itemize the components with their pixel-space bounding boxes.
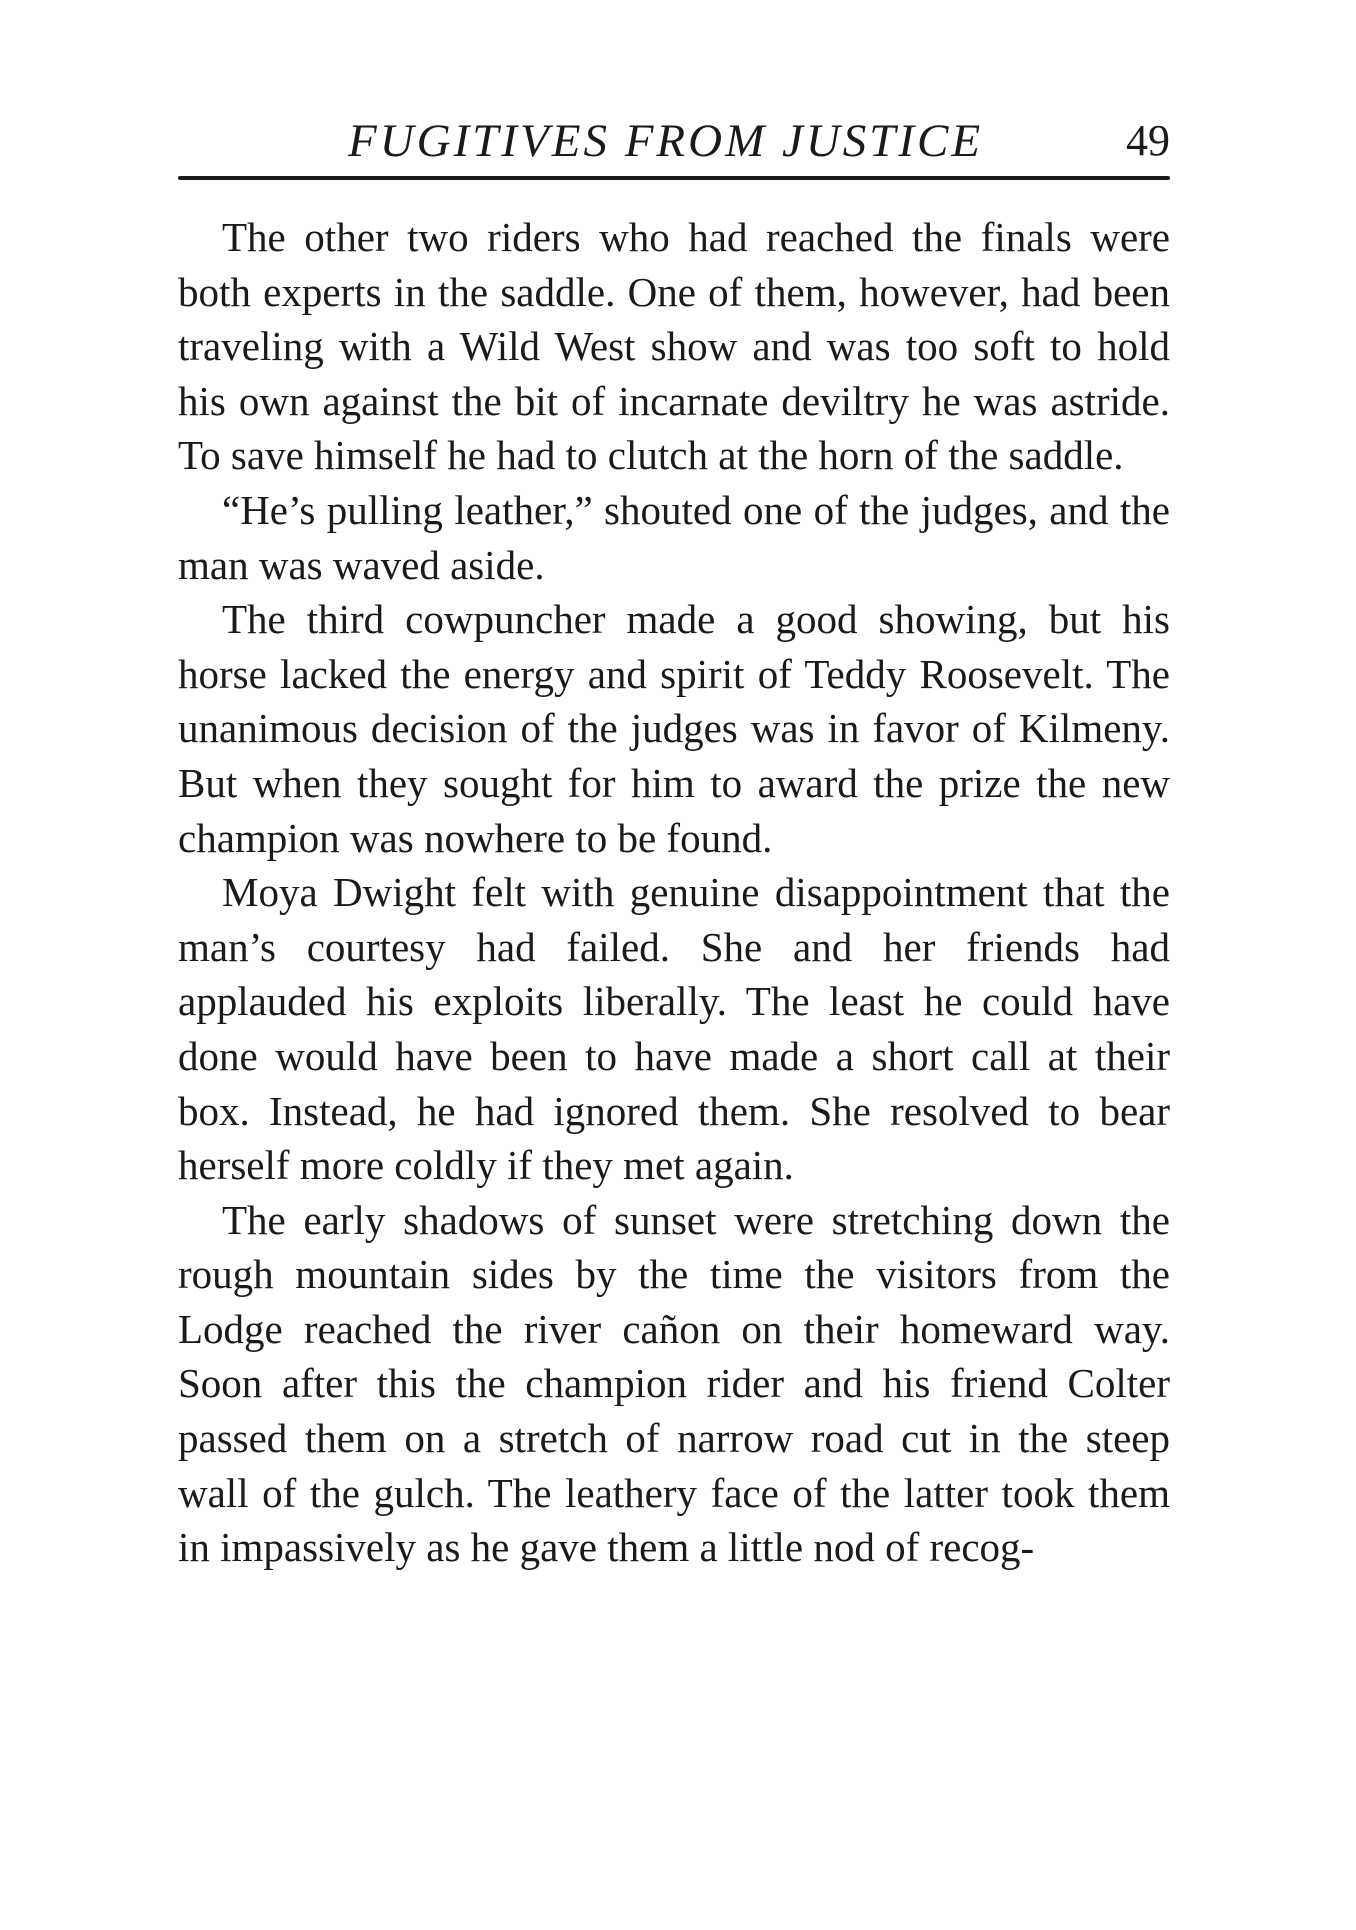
book-page [178, 112, 1170, 1575]
page-number: 49 [1126, 116, 1170, 165]
running-head [178, 112, 1170, 170]
running-title: FUGITIVES FROM JUSTICE [348, 115, 984, 167]
paragraph: The early shadows of sunset were stretching down the rough mountain sides by the time the visitors from the Lodge reached the river cañon on their homeward way. Soon after this the champion rider and his friend Colter passed them on a stretch of narrow road cut in the steep wall of the gulch. The leathery face of the latter took them in impassively as he gave them a little nod of recog- [178, 1196, 1170, 1571]
paragraph: “He’s pulling leather,” shouted one of the judges, and the man was waved aside. [178, 486, 1170, 588]
paragraph: Moya Dwight felt with genuine disappointment that the man’s courtesy had failed. She and her friends had applauded his exploits liberally. The least he could have done would have been to have made a short call at their box. Instead, he had ignored them. She resolved to bear herself more coldly if they met again. [178, 869, 1170, 1189]
paragraph: The third cowpuncher made a good showing, but his horse lacked the energy and spirit of Teddy Roosevelt. The unanimous decision of the judges was in favor of Kilmeny. But when they sought for him to award the prize the new champion was nowhere to be found. [178, 596, 1170, 861]
paragraph: The other two riders who had reached the finals were both experts in the saddle. One of them, however, had been traveling with a Wild West show and was too soft to hold his own against the bit of incarnate deviltry he was astride. To save himself he had to clutch at the horn of the saddle. [178, 214, 1170, 479]
header-rule [178, 176, 1170, 180]
body-text [178, 210, 1170, 1575]
